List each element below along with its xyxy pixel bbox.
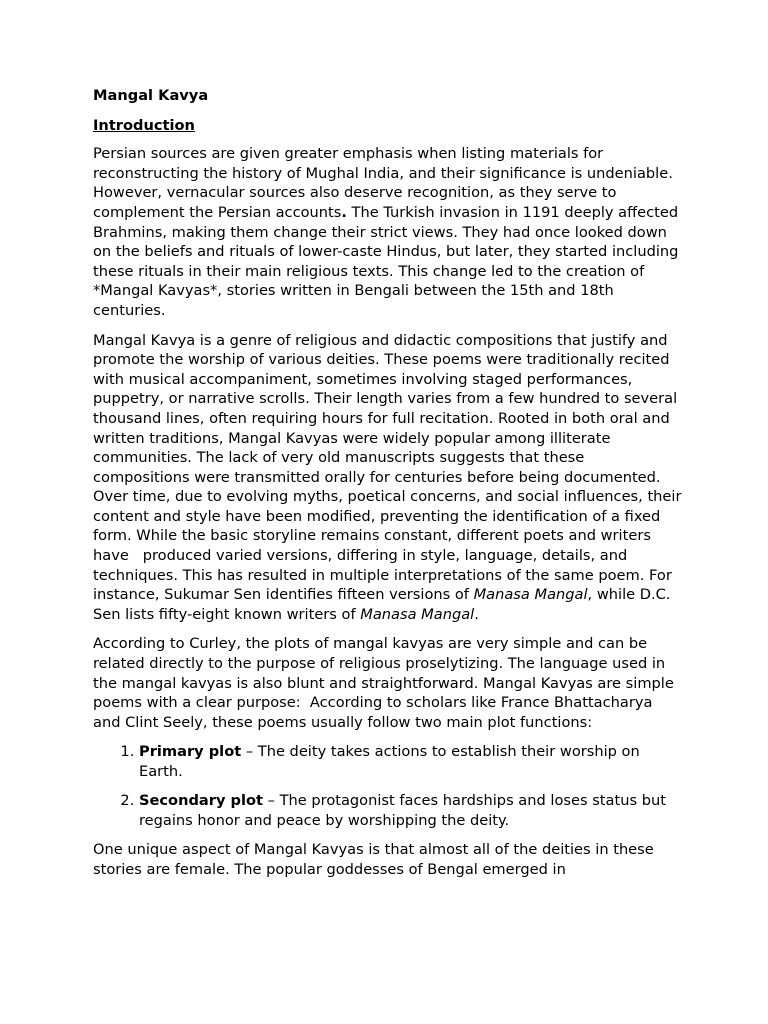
paragraph-text: The Turkish invasion in 1191 deeply affected Brahmins, making them change their strict views. They had once looked down on the beliefs and rituals of lower-caste Hindus, but later, they started including these rituals in their main religious texts. This change led to the creation of *Mangal Kavyas*, stories written in Bengali between the 15th and 18th centuries. [93, 203, 679, 319]
paragraph-text: Mangal Kavya is a genre of religious and didactic compositions that justify and promote the worship of various deities. These poems were traditionally recited with musical accompaniment, sometimes involving staged performances, puppetry, or narrative scrolls. Their length varies from a few hundred to several thousand lines, often requiring hours for full recitation. Rooted in both oral and written traditions, Mangal Kavyas were widely popular among illiterate communities. The lack of very old manuscripts suggests that these compositions were transmitted orally for centuries before being documented. Over time, due to evolving myths, poetical concerns, and social influences, their content and style have been modified, preventing the identification of a fixed form. While the basic storyline remains constant, different poets and writers have produced varied versions, differing in style, language, details, and techniques. This has resulted in multiple interpretations of the same poem. For instance, Sukumar Sen identifies fifteen versions of [93, 331, 682, 604]
paragraph-persian-sources [93, 144, 683, 320]
paragraph-curley-plots: According to Curley, the plots of mangal kavyas are very simple and can be related directly to the purpose of religious proselytizing. The language used in the mangal kavyas is also blunt and straightforward. Mangal Kavyas are simple poems with a clear purpose: According to scholars like France Bhattacharya and Clint Seely, these poems usually follow two main plot functions: [93, 635, 674, 731]
section-heading-introduction: Introduction [93, 116, 195, 134]
list-item-term: Primary plot [139, 743, 242, 761]
italic-title-manasa-mangal: Manasa Mangal [360, 605, 475, 623]
list-item-text: – The protagonist faces hardships and loses status but regains honor and peace by worshipping the deity. [139, 792, 666, 829]
paragraph-female-deities: One unique aspect of Mangal Kavyas is that almost all of the deities in these stories are female. The popular goddesses of Bengal emerged in [93, 841, 654, 878]
list-item-primary-plot [139, 742, 683, 781]
list-item-text: – The deity takes actions to establish their worship on Earth. [139, 743, 640, 780]
paragraph-text: , while D.C. Sen lists fifty-eight known writers of [93, 586, 671, 623]
list-item-secondary-plot [139, 791, 683, 830]
paragraph-genre-description [93, 331, 683, 625]
italic-title-manasa-mangal: Manasa Mangal [473, 586, 588, 604]
document-title: Mangal Kavya [93, 87, 209, 104]
list-item-term: Secondary plot [139, 792, 264, 810]
bold-period: . [341, 203, 347, 221]
document-page [93, 86, 683, 890]
plot-functions-list [93, 742, 683, 830]
paragraph-text: . [474, 605, 479, 623]
paragraph-text: Persian sources are given greater emphasis when listing materials for reconstructing the history of Mughal India, and their significance is undeniable. However, vernacular sources also deserve recognition, as they serve to complement the Persian accounts [93, 145, 673, 221]
